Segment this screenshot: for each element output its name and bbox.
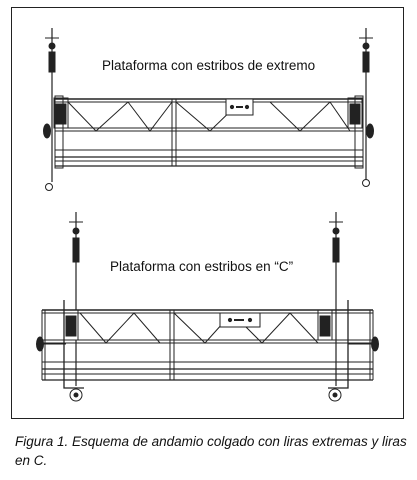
figure-caption: Figura 1. Esquema de andamio colgado con liras extremas y liras en C. (15, 434, 407, 468)
left-handwheel-icon (44, 124, 51, 138)
top-platform-label: Plataforma con estribos de extremo (102, 58, 316, 73)
end-stirrup-platform (44, 28, 374, 191)
right-handwheel-icon (367, 124, 374, 138)
right-wheel-icon (363, 180, 370, 187)
c-stirrup-platform (36, 212, 379, 401)
left-wheel-icon (46, 184, 53, 191)
bottom-platform-label: Plataforma con estribos en “C” (110, 259, 294, 274)
